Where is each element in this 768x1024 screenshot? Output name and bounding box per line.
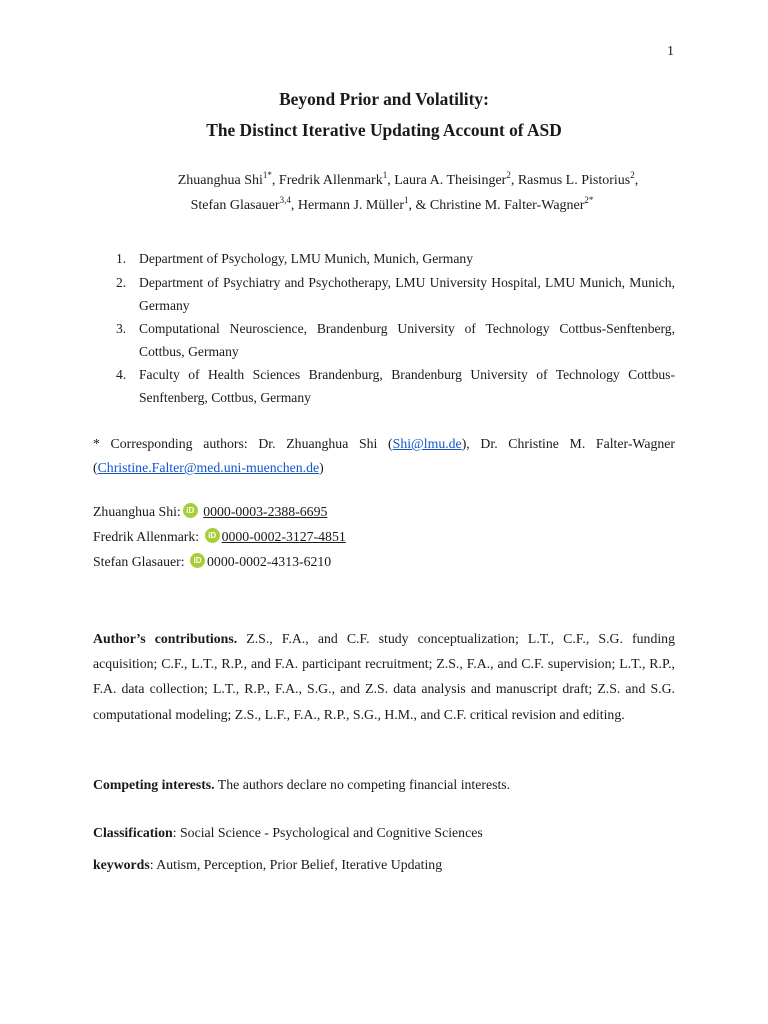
orcid-icon: iD (205, 528, 220, 543)
orcid-entry (93, 529, 346, 547)
author-separator: , (510, 173, 518, 188)
affiliation-text: Department of Psychology, LMU Munich, Munich, Germany (139, 251, 473, 266)
author-affiliation-marker: 1 (404, 195, 409, 205)
contributions-text: Z.S., F.A., and C.F. study conceptualization; L.T., C.F., S.G. funding acquisition; C.F., L.T., R.P., and F.A. participant recruitment; Z.S., F.A., and C.F. supervision; L.T., R.P., F.A. data collection; L.T., R.P., F.A., S.G., and Z.S. data analysis and manuscript draft; Z.S. and S.G. computational modeling; Z.S., L.F., F.A., R.P., S.G., H.M., and C.F. critical revision and editing. (93, 631, 675, 722)
competing-interests (93, 777, 675, 793)
affiliation-item (117, 363, 675, 409)
author-list-line-1 (24, 170, 768, 189)
affiliation-text: Faculty of Health Sciences Brandenburg, Brandenburg University of Technology Cottbus-Senftenberg, Cottbus, Germany (139, 367, 675, 405)
author-name: Fredrik Allenmark (278, 173, 383, 188)
author-affiliation-marker: 2 (630, 170, 635, 180)
affiliation-number: 4. (116, 367, 127, 382)
author-list-line-2 (8, 195, 768, 214)
corresponding-authors (93, 432, 675, 480)
author-name: Laura A. Theisinger (394, 173, 507, 188)
author-separator: , (271, 173, 279, 188)
orcid-id-text: 0000-0002-4313-6210 (207, 554, 332, 569)
author-separator: , (290, 198, 298, 213)
contributions-heading: Author’s contributions. (93, 631, 238, 646)
author-name: Stefan Glasauer (190, 198, 280, 213)
affiliation-item (117, 247, 675, 270)
orcid-icon: iD (183, 503, 198, 518)
author-affiliation-marker: 3,4 (279, 195, 291, 205)
corresponding-middle: ), Dr. Christine M. Falter-Wagner ( (93, 436, 675, 475)
classification-text: : Social Science - Psychological and Cognitive Sciences (172, 825, 483, 840)
author-name: Zhuanghua Shi (177, 173, 263, 188)
affiliation-text: Computational Neuroscience, Brandenburg University of Technology Cottbus-Senftenberg, Cottbus, Germany (139, 321, 675, 359)
affiliation-text: Department of Psychiatry and Psychotherapy, LMU University Hospital, LMU Munich, Munich, Germany (139, 275, 675, 313)
affiliation-number: 3. (116, 321, 127, 336)
keywords-heading: keywords (93, 857, 150, 872)
classification (93, 825, 675, 841)
affiliation-number: 1. (116, 251, 127, 266)
competing-heading: Competing interests. (93, 777, 215, 792)
author-separator: , (634, 173, 639, 188)
orcid-entry (93, 554, 331, 572)
email-link-shi[interactable]: Shi@lmu.de (392, 436, 462, 451)
orcid-author-label: Zhuanghua Shi: (93, 504, 181, 519)
orcid-id-link[interactable]: 0000-0002-3127-4851 (221, 529, 346, 544)
page-number: 1 (667, 44, 674, 59)
author-separator: , (387, 173, 395, 188)
affiliation-item (117, 271, 675, 317)
author-affiliation-marker: 2* (584, 195, 594, 205)
author-name: Christine M. Falter-Wagner (429, 198, 585, 213)
author-separator: , & (408, 198, 430, 213)
author-affiliation-marker: 1* (262, 170, 272, 180)
title-line-1: Beyond Prior and Volatility: (279, 89, 489, 109)
author-affiliation-marker: 2 (506, 170, 511, 180)
orcid-icon: iD (190, 553, 205, 568)
orcid-id-link[interactable]: 0000-0003-2388-6695 (203, 504, 328, 519)
orcid-author-label: Stefan Glasauer: (93, 554, 189, 569)
author-name: Rasmus L. Pistorius (517, 173, 631, 188)
corresponding-prefix: * Corresponding authors: Dr. Zhuanghua Shi ( (93, 436, 393, 451)
competing-text: The authors declare no competing financial interests. (214, 777, 511, 792)
keywords-text: : Autism, Perception, Prior Belief, Iterative Updating (149, 857, 443, 872)
author-contributions (93, 626, 675, 727)
affiliation-number: 2. (116, 275, 127, 290)
orcid-author-label: Fredrik Allenmark: (93, 529, 203, 544)
affiliation-item (117, 317, 675, 363)
title-line-2: The Distinct Iterative Updating Account of ASD (206, 120, 562, 140)
classification-heading: Classification (93, 825, 173, 840)
keywords (93, 857, 675, 873)
corresponding-suffix: ) (319, 460, 324, 475)
author-name: Hermann J. Müller (297, 198, 405, 213)
orcid-entry (93, 504, 327, 522)
email-link-falter-wagner[interactable]: Christine.Falter@med.uni-muenchen.de (97, 460, 320, 475)
author-affiliation-marker: 1 (382, 170, 388, 180)
